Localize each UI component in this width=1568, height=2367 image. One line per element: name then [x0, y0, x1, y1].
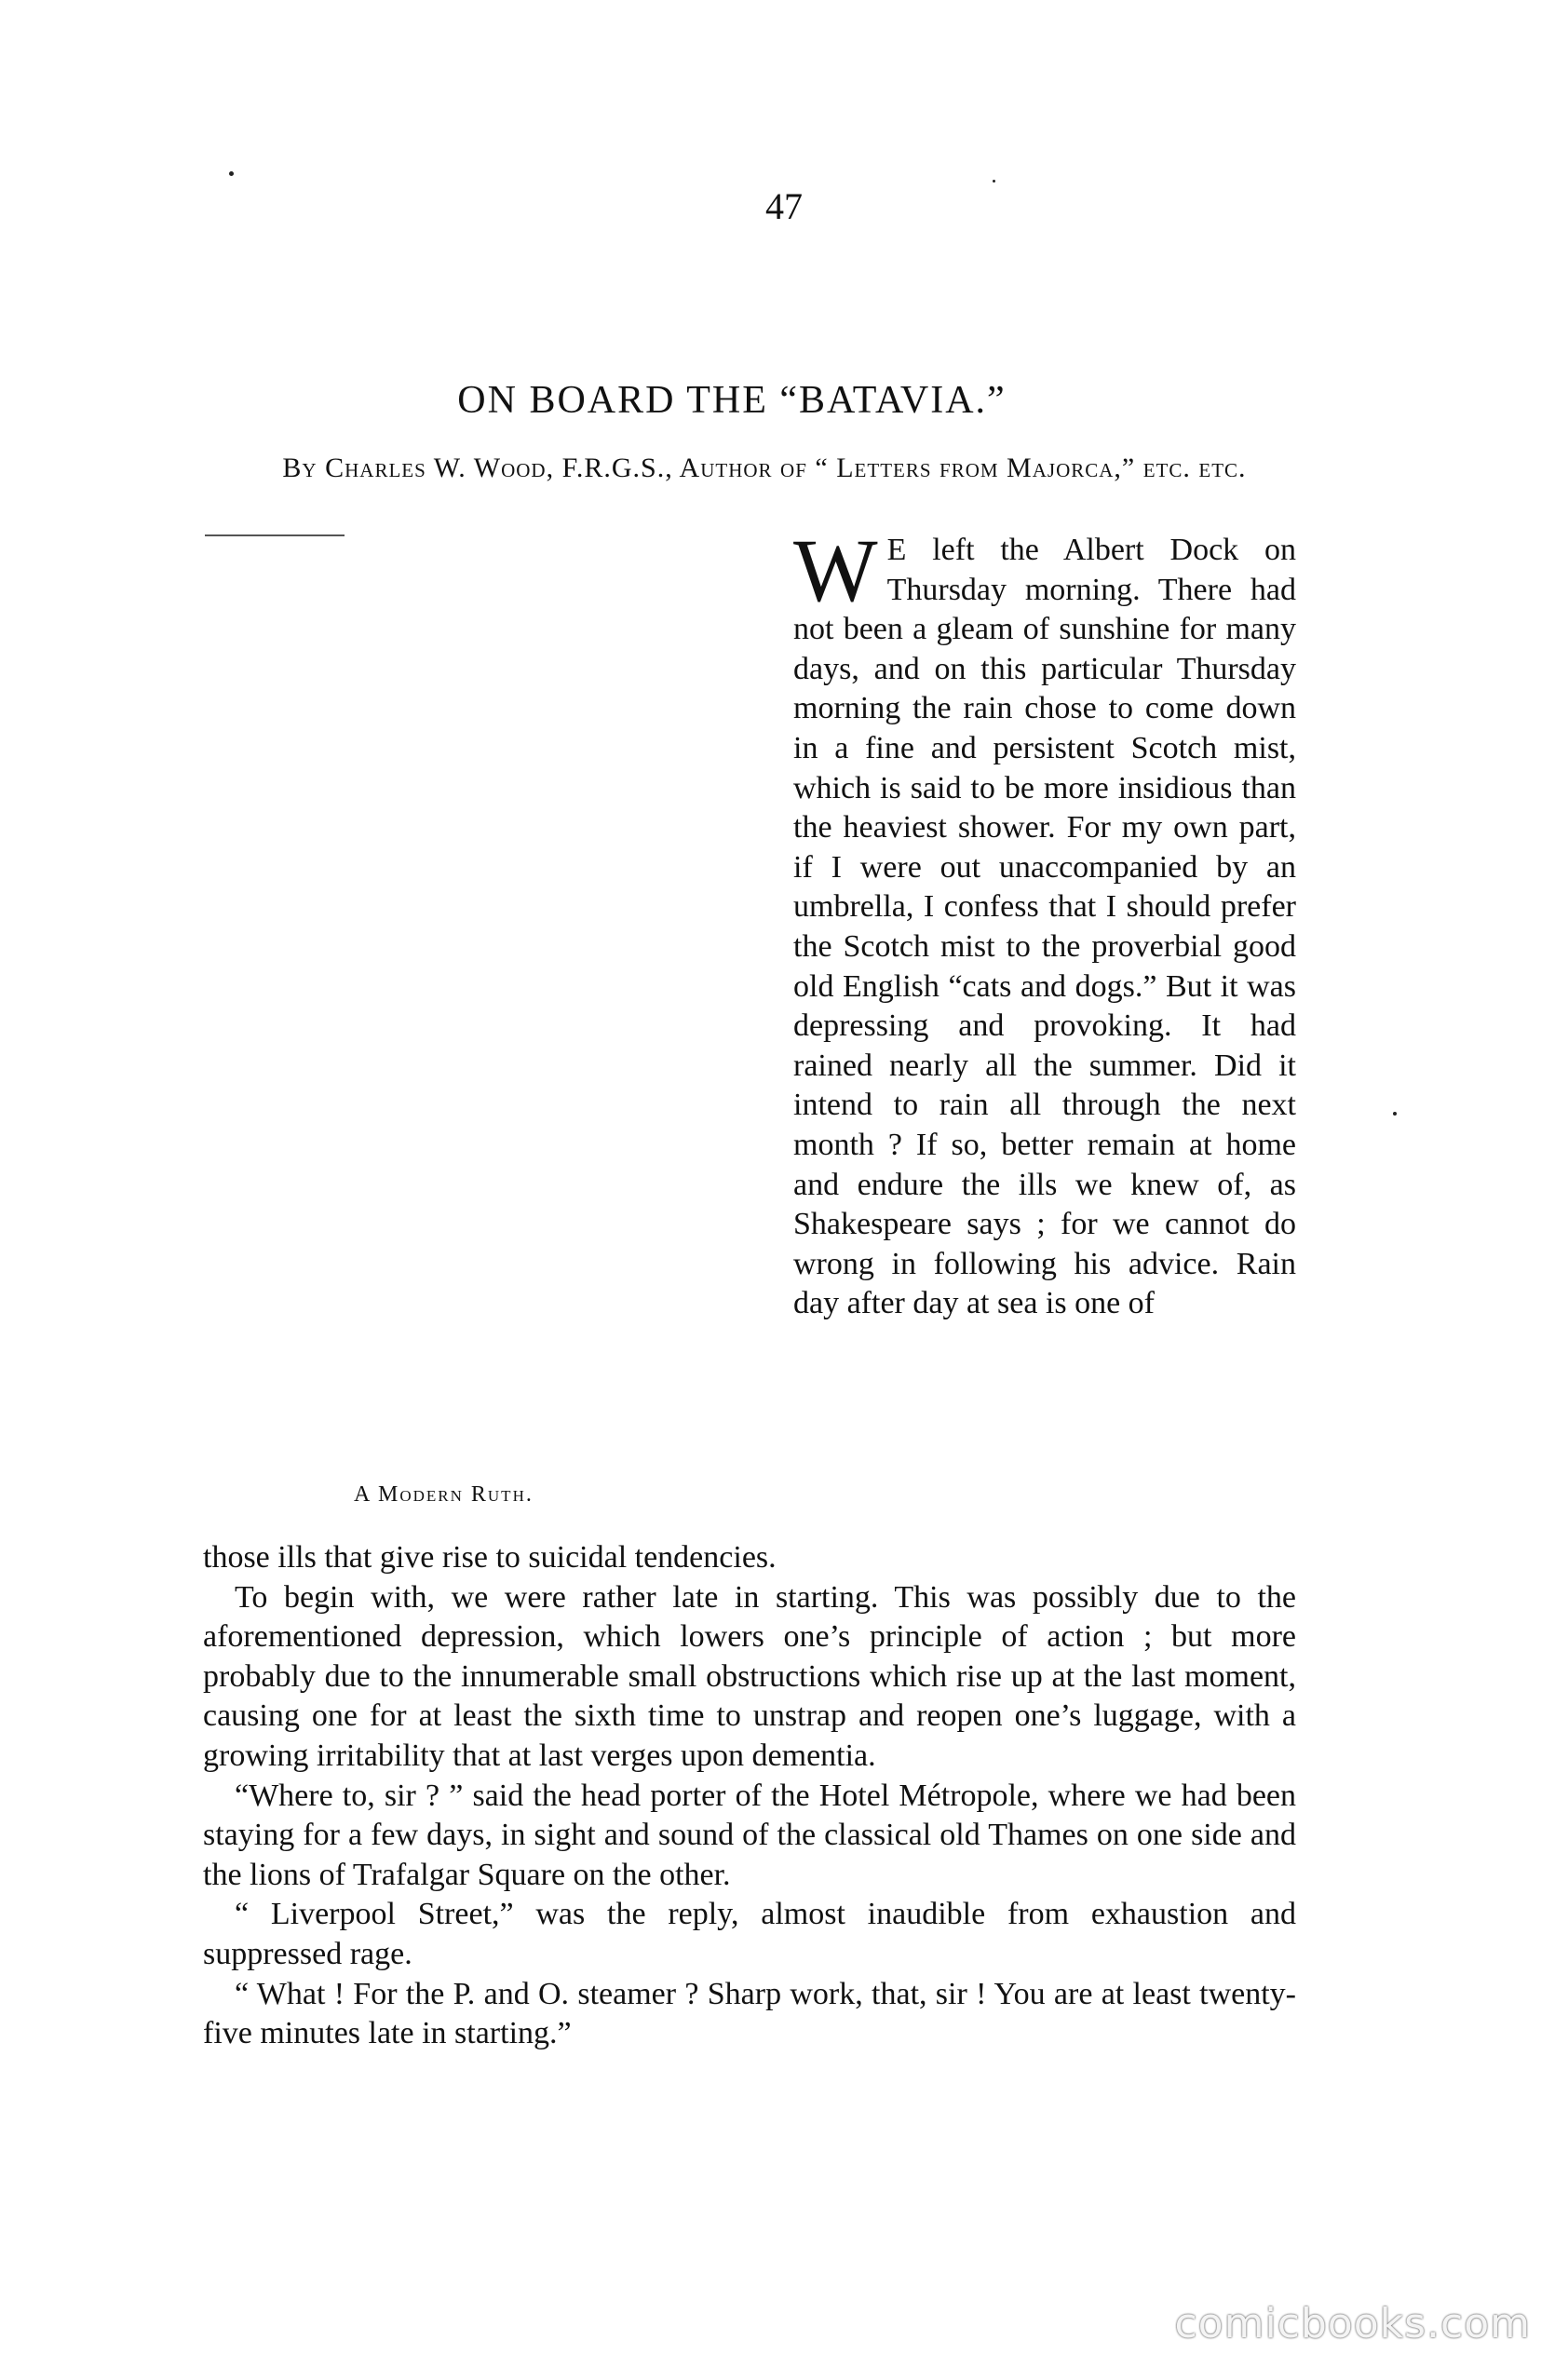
- drop-cap: W: [793, 521, 878, 620]
- body-paragraph: “Where to, sir ? ” said the head porter of the Hotel Métropole, where we had been staying for a few days, in sight and sound of the classical old Thames on one side and the lions of Trafalgar Square on the other.: [203, 1778, 1296, 1892]
- print-speck: [229, 171, 234, 176]
- illustration-caption: A Modern Ruth.: [354, 1482, 534, 1507]
- body-paragraph: those ills that give rise to suicidal tendencies.: [203, 1540, 777, 1575]
- body-paragraph: “ Liverpool Street,” was the reply, almost inaudible from exhaustion and suppressed rage.: [203, 1897, 1296, 1971]
- page-number: 47: [765, 185, 803, 227]
- article-title: ON BOARD THE “BATAVIA.”: [457, 379, 1007, 422]
- opening-column-text: E left the Albert Dock on Thursday morning. There had not been a gleam of sunshine for many days, and on this particular Thursday morning the rain chose to come down in a fine and persistent Scotch mist, which is said to be more insidious than the heaviest shower. For my own part, if I were out unaccompanied by an umbrella, I confess that I should prefer the Scotch mist to the proverbial good old English “cats and dogs.” But it was depressing and provoking. It had rained nearly all the summer. Did it intend to rain all through the next month ? If so, better remain at home and endure the ills we knew of, as Shakespeare says ; for we cannot do wrong in following his advice. Rain day after day at sea is one of: [793, 533, 1296, 1321]
- opening-column: [793, 521, 1296, 1324]
- body-paragraph: To begin with, we were rather late in starting. This was possibly due to the aforementioned depression, which lowers one’s principle of action ; but more probably due to the innumerable small obstructions which rise up at the last moment, causing one for at least the sixth time to unstrap and reopen one’s luggage, with a growing irritability that at last verges upon dementia.: [203, 1579, 1296, 1773]
- print-speck: [1393, 1112, 1397, 1116]
- illustration-top-rule: [205, 534, 345, 536]
- article-body: [203, 1538, 1296, 2054]
- print-speck: [993, 180, 995, 183]
- body-paragraph: “ What ! For the P. and O. steamer ? Sharp work, that, sir ! You are at least twenty-five minutes late in starting.”: [203, 1976, 1296, 2051]
- article-byline: By Charles W. Wood, F.R.G.S., Author of “ Letters from Majorca,” etc. etc.: [282, 453, 1247, 483]
- site-watermark: comicbooks.com: [1174, 2300, 1531, 2347]
